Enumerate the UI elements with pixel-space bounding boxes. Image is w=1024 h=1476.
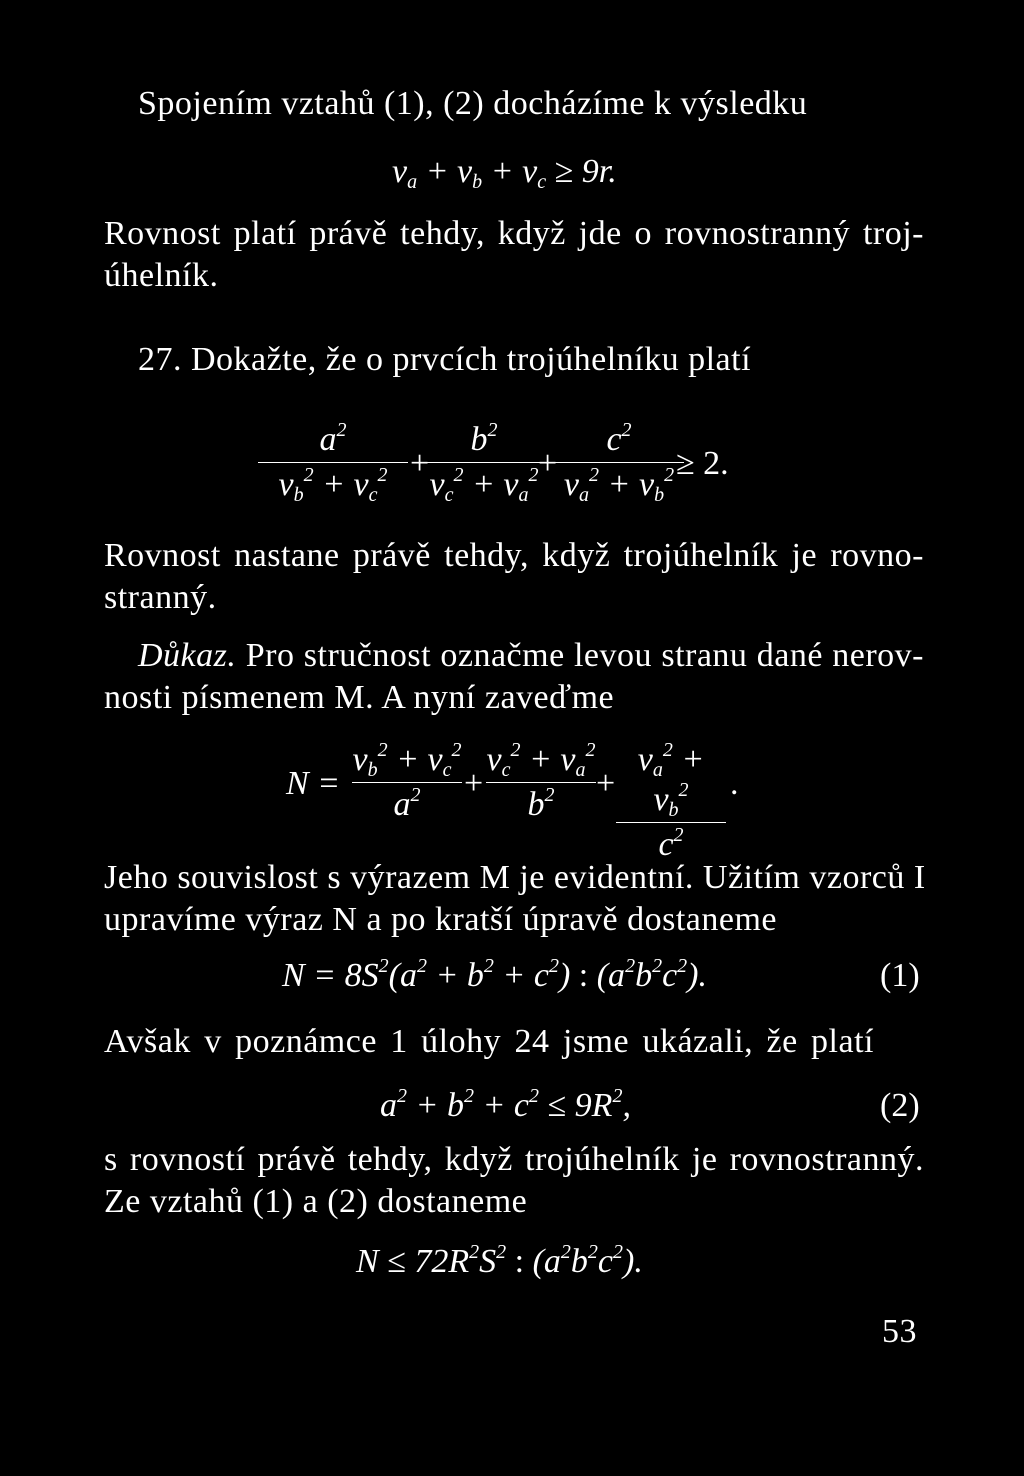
equation-3: $N \le 72R^2S^2$ : $(a^2b^2c^2)$. xyxy=(356,1241,643,1280)
plus-sign: + xyxy=(596,765,616,802)
equation-1-number: (1) xyxy=(880,957,920,994)
N-fraction-c: $v_a^2 + v_b^2$ $c^2$ xyxy=(616,740,726,865)
plus-sign: + xyxy=(410,445,430,482)
plus-sign: + xyxy=(464,765,484,802)
equation-2-number: (2) xyxy=(880,1087,920,1124)
inequality-rhs: ≥ 2. xyxy=(676,445,729,482)
N-definition-lhs: N = xyxy=(286,765,341,802)
paragraph-line-9: s rovností právě tehdy, když trojúhelník je rovnostranný. xyxy=(104,1141,924,1178)
paragraph-line-2: Rovnost platí právě tehdy, když jde o rovnostranný troj- xyxy=(104,215,924,252)
proof-line-2: nosti písmenem M. A nyní zaveďme xyxy=(104,679,615,716)
plus-sign: + xyxy=(538,445,558,482)
paragraph-line-10: Ze vztahů (1) a (2) dostaneme xyxy=(104,1183,528,1220)
fraction-c: $c^2$ $v_a^2 + v_b^2$ xyxy=(554,420,684,505)
paragraph-line-8: Avšak v poznámce 1 úlohy 24 jsme ukázali, že platí xyxy=(104,1023,874,1060)
proof-label: Důkaz. xyxy=(138,637,237,674)
equation-2: $a^2 + b^2 + c^2 \le 9R^2$, xyxy=(380,1085,631,1124)
paragraph-line-4: Rovnost nastane právě tehdy, když trojúhelník je rovno- xyxy=(104,537,924,574)
paragraph-line-1: Spojením vztahů (1), (2) docházíme k výsledku xyxy=(138,85,808,122)
equation-sum-heights: $v_a + v_b + v_c \ge 9r$. xyxy=(392,153,617,193)
paragraph-line-5: stranný. xyxy=(104,579,217,616)
fraction-b: $b^2$ $v_c^2 + v_a^2$ xyxy=(424,420,544,505)
equation-1: $N = 8S^2(a^2 + b^2 + c^2)$ : $(a^2b^2c^2)$. xyxy=(282,955,707,994)
proof-text: Pro stručnost označme levou stranu dané nerov- xyxy=(236,637,924,674)
N-fraction-b: $v_c^2 + v_a^2$ $b^2$ xyxy=(486,739,596,823)
paragraph-line-6: Jeho souvislost s výrazem M je evidentní. Užitím vzorců I xyxy=(104,859,926,896)
N-fraction-a: $v_b^2 + v_c^2$ $a^2$ xyxy=(352,739,462,823)
fraction-a: $a^2$ $v_b^2 + v_c^2$ xyxy=(258,420,408,505)
page-number: 53 xyxy=(882,1313,917,1350)
paragraph-line-3: úhelník. xyxy=(104,257,219,294)
problem-27-heading: 27. Dokažte, že o prvcích trojúhelníku platí xyxy=(138,341,752,378)
proof-line-1 xyxy=(138,636,924,676)
period: . xyxy=(730,765,739,802)
paragraph-line-7: upravíme výraz N a po kratší úpravě dostaneme xyxy=(104,901,777,938)
